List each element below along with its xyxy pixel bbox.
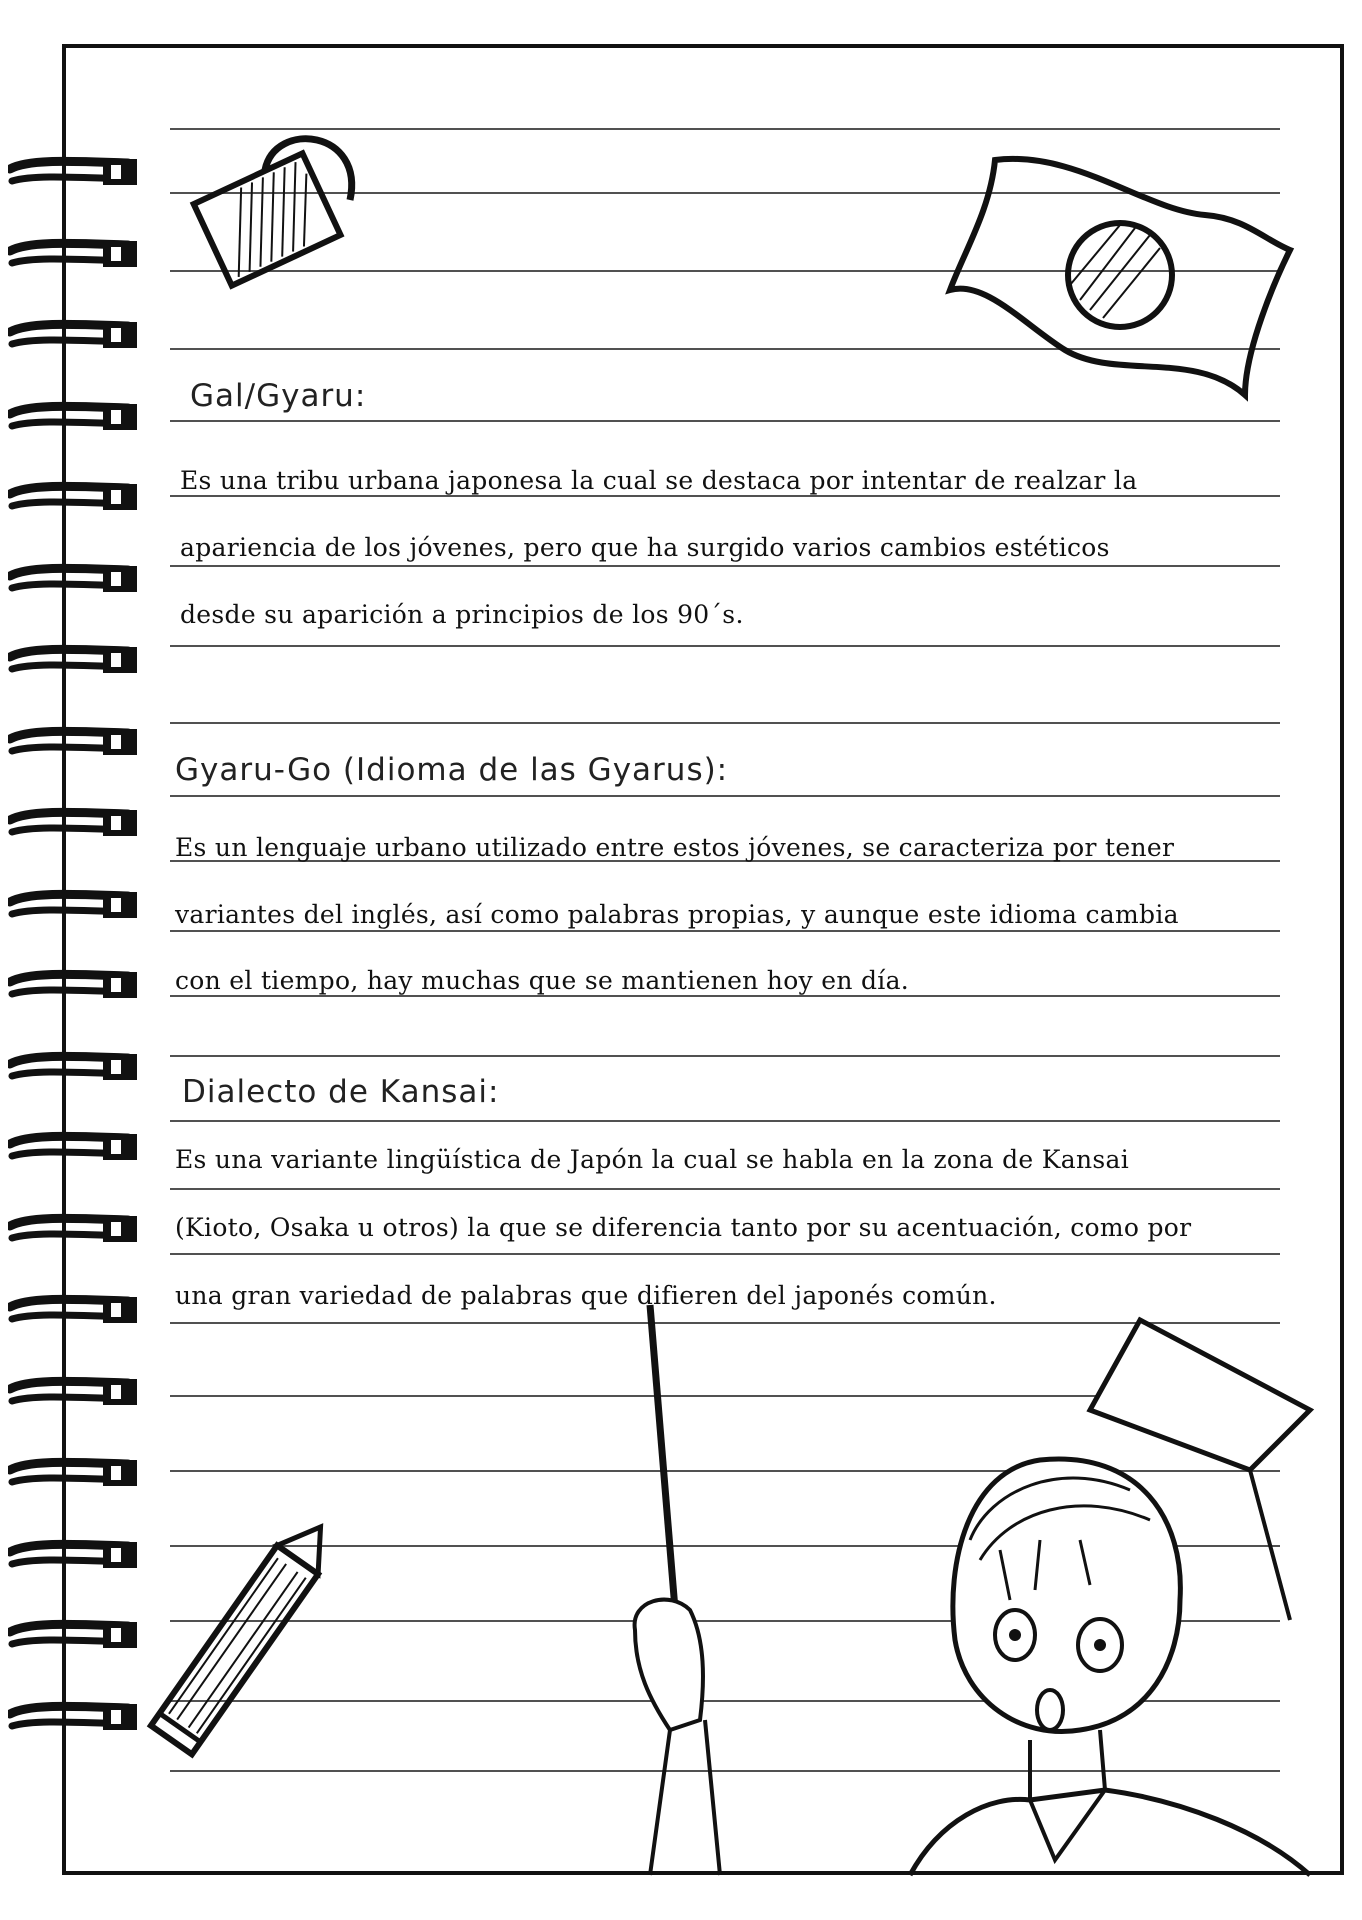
binding-ring — [8, 155, 138, 189]
ruled-line — [170, 420, 1280, 422]
heading-gal-gyaru: Gal/Gyaru: — [190, 378, 367, 414]
pencil-icon — [140, 1520, 320, 1810]
paragraph-line: Es un lenguaje urbano utilizado entre estos jóvenes, se caracteriza por tener — [175, 833, 1175, 862]
binding-ring — [8, 1538, 138, 1572]
padlock-icon — [175, 120, 375, 300]
binding-ring — [8, 1212, 138, 1246]
binding-ring — [8, 1050, 138, 1084]
paragraph-line: una gran variedad de palabras que difieren del japonés común. — [175, 1281, 997, 1310]
japan-flag-icon — [945, 150, 1305, 410]
binding-ring — [8, 1700, 138, 1734]
binding-ring — [8, 1375, 138, 1409]
binding-ring — [8, 968, 138, 1002]
binding-ring — [8, 400, 138, 434]
ruled-line — [170, 1188, 1280, 1190]
student-with-pointer-illustration — [610, 1300, 1330, 1875]
binding-ring — [8, 237, 138, 271]
binding-ring — [8, 562, 138, 596]
binding-ring — [8, 1130, 138, 1164]
paragraph-line: Es una variante lingüística de Japón la cual se habla en la zona de Kansai — [175, 1145, 1129, 1174]
ruled-line — [170, 495, 1280, 497]
heading-dialecto-kansai: Dialecto de Kansai: — [182, 1074, 500, 1110]
ruled-line — [170, 1055, 1280, 1057]
heading-gyaru-go: Gyaru-Go (Idioma de las Gyarus): — [175, 752, 729, 788]
ruled-line — [170, 645, 1280, 647]
paragraph-line: variantes del inglés, así como palabras propias, y aunque este idioma cambia — [175, 900, 1179, 929]
binding-ring — [8, 1293, 138, 1327]
paragraph-line: apariencia de los jóvenes, pero que ha surgido varios cambios estéticos — [180, 533, 1110, 562]
binding-ring — [8, 1618, 138, 1652]
binding-ring — [8, 318, 138, 352]
paragraph-line: con el tiempo, hay muchas que se mantienen hoy en día. — [175, 966, 910, 995]
ruled-line — [170, 795, 1280, 797]
ruled-line — [170, 930, 1280, 932]
ruled-line — [170, 995, 1280, 997]
binding-ring — [8, 806, 138, 840]
binding-ring — [8, 480, 138, 514]
binding-ring — [8, 643, 138, 677]
binding-ring — [8, 725, 138, 759]
ruled-line — [170, 1120, 1280, 1122]
paragraph-line: (Kioto, Osaka u otros) la que se diferencia tanto por su acentuación, como por — [175, 1213, 1192, 1242]
ruled-line — [170, 565, 1280, 567]
ruled-line — [170, 722, 1280, 724]
ruled-line — [170, 1253, 1280, 1255]
binding-ring — [8, 888, 138, 922]
binding-ring — [8, 1456, 138, 1490]
paragraph-line: desde su aparición a principios de los 90´s. — [180, 600, 744, 629]
paragraph-line: Es una tribu urbana japonesa la cual se destaca por intentar de realzar la — [180, 466, 1138, 495]
